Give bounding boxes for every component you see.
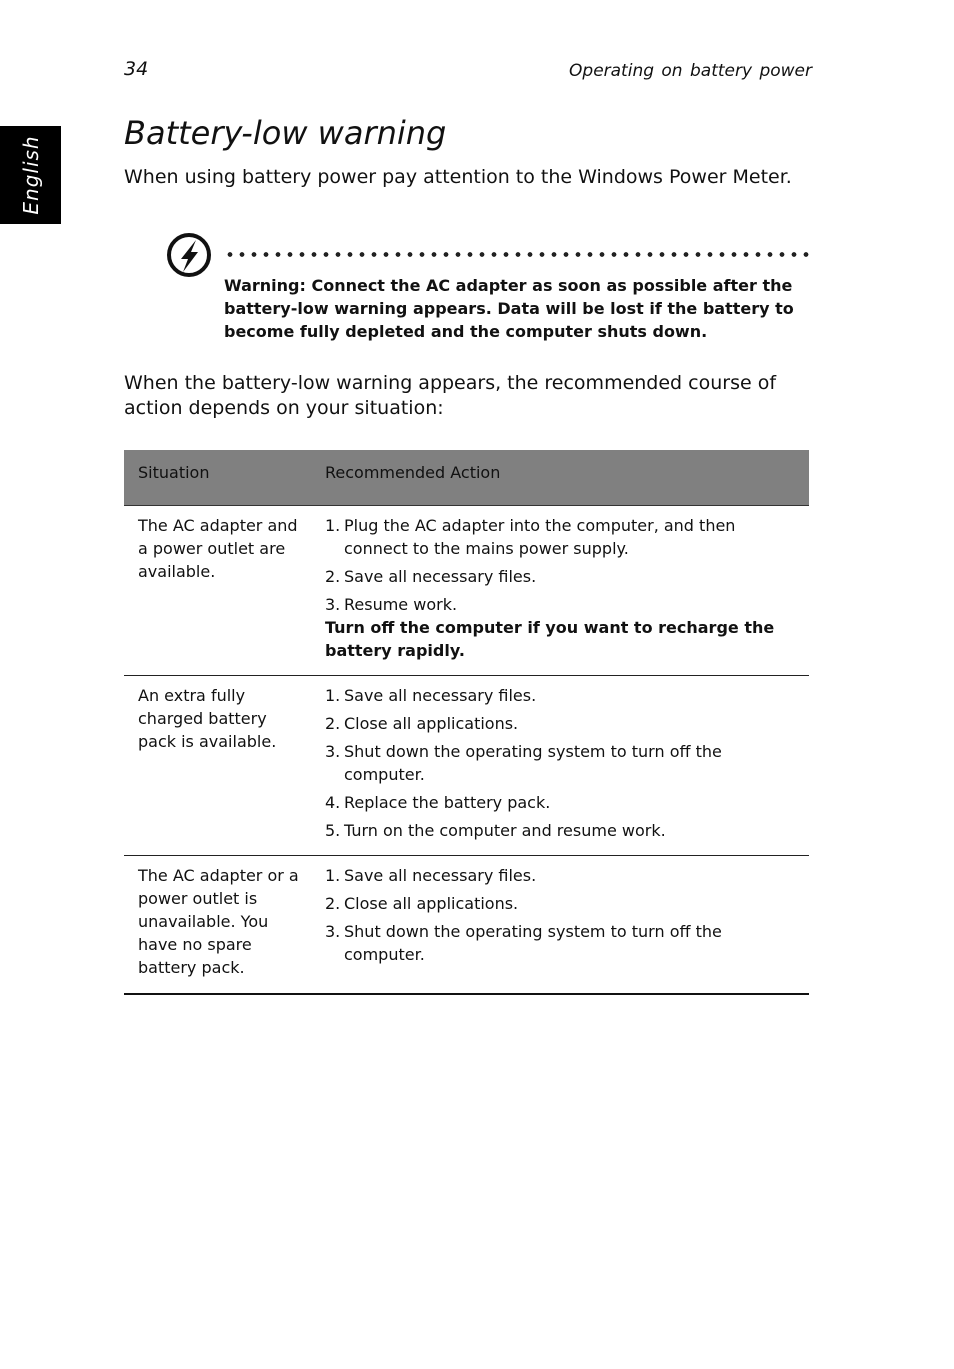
action-step: [325, 565, 795, 588]
lead-paragraph: When the battery-low warning appears, the recommended course of action depends on your situation:: [124, 372, 777, 419]
table-row: [124, 506, 809, 676]
action-step: [325, 740, 795, 786]
step-number: 2.: [325, 714, 341, 733]
step-number: 3.: [325, 922, 341, 941]
step-number: 2.: [325, 567, 341, 586]
action-step: [325, 712, 795, 735]
action-step: [325, 864, 795, 887]
step-number: 1.: [325, 686, 341, 705]
running-head: Operating on battery power: [569, 61, 812, 81]
action-step: [325, 920, 795, 966]
action-step: [325, 892, 795, 915]
action-step: [325, 684, 795, 707]
warning-bolt-icon: [166, 232, 212, 278]
table-row: [124, 676, 809, 856]
action-step: [325, 514, 795, 560]
recommendation-table: [124, 450, 809, 995]
step-text: Shut down the operating system to turn off the computer.: [344, 922, 722, 964]
warning-text: Warning: Connect the AC adapter as soon as possible after the battery-low warning appears. Data will be lost if the battery to become fully depleted and the computer shuts down.: [224, 276, 794, 341]
step-text: Shut down the operating system to turn off the computer.: [344, 742, 722, 784]
table-row: [124, 856, 809, 995]
situation-cell: The AC adapter and a power outlet are available.: [138, 516, 298, 581]
step-number: 5.: [325, 821, 341, 840]
warning-divider: [224, 252, 810, 257]
step-number: 3.: [325, 595, 341, 614]
step-text: Save all necessary files.: [344, 567, 537, 586]
action-cell: [325, 514, 795, 662]
language-tab: [0, 126, 61, 224]
situation-cell: An extra fully charged battery pack is available.: [138, 686, 277, 751]
step-text: Resume work.: [344, 595, 458, 614]
action-step: [325, 819, 795, 842]
step-number: 1.: [325, 866, 341, 885]
situation-cell: The AC adapter or a power outlet is unavailable. You have no spare battery pack.: [138, 866, 299, 977]
table-header: [124, 450, 809, 506]
action-cell: [325, 864, 795, 971]
step-number: 1.: [325, 516, 341, 535]
step-text: Turn on the computer and resume work.: [344, 821, 666, 840]
step-number: 2.: [325, 894, 341, 913]
action-step: [325, 593, 795, 616]
step-text: Plug the AC adapter into the computer, and then connect to the mains power supply.: [344, 516, 736, 558]
step-number: 3.: [325, 742, 341, 761]
intro-paragraph: When using battery power pay attention to the Windows Power Meter.: [124, 166, 792, 188]
header-action: Recommended Action: [325, 463, 501, 482]
action-note: Turn off the computer if you want to recharge the battery rapidly.: [325, 618, 775, 660]
step-text: Save all necessary files.: [344, 686, 537, 705]
language-tab-label: English: [18, 135, 43, 215]
step-text: Close all applications.: [344, 714, 519, 733]
section-title: Battery-low warning: [124, 114, 447, 152]
step-number: 4.: [325, 793, 341, 812]
action-step: [325, 791, 795, 814]
page-number: 34: [124, 58, 149, 80]
step-text: Close all applications.: [344, 894, 519, 913]
step-text: Replace the battery pack.: [344, 793, 551, 812]
step-text: Save all necessary files.: [344, 866, 537, 885]
action-cell: [325, 684, 795, 847]
header-situation: Situation: [138, 463, 210, 482]
